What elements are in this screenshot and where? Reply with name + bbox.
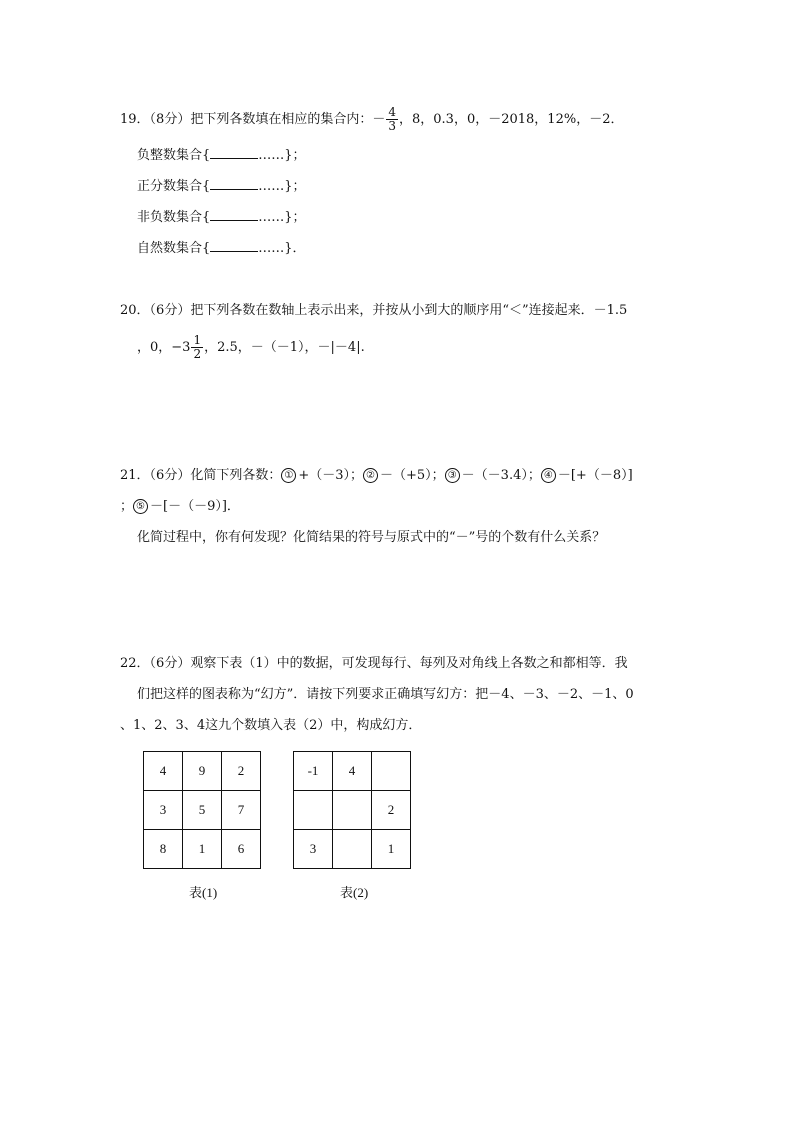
- question-20-line-1: 20．（6分）把下列各数在数轴上表示出来，并按从小到大的顺序用“＜”连接起来．－1.5: [120, 303, 628, 318]
- question-19-stem: [120, 106, 623, 133]
- answer-blank[interactable]: [210, 177, 258, 190]
- table2-cell[interactable]: [333, 830, 372, 869]
- table2-cell[interactable]: 1: [372, 830, 411, 869]
- table2-cell[interactable]: 3: [294, 830, 333, 869]
- table1-cell: 4: [144, 752, 183, 791]
- q19-instruction: 把下列各数填在相应的集合内：: [190, 112, 373, 127]
- table-2-caption: 表(2): [340, 885, 369, 900]
- circled-number-2: ②: [363, 468, 378, 483]
- q20-mixed-number-whole: −3: [171, 340, 191, 355]
- table2-cell[interactable]: [294, 791, 333, 830]
- q19-set-positive-fractions: 正分数集合{ ……}；: [137, 179, 306, 194]
- circled-number-5: ⑤: [133, 499, 148, 514]
- table1-cell: 8: [144, 830, 183, 869]
- table2-cell[interactable]: -1: [294, 752, 333, 791]
- question-20-line-2: ，0，−3 $\frac{1}{2}$ ，2.5，－（－1），－|－4|.: [137, 333, 365, 361]
- circled-number-3: ③: [445, 468, 460, 483]
- question-21-line-1: 21．（6分）化简下列各数： ① +（－3）； ② －（+5）； ③ －（－3.4）； ④ －[+（－8）]: [120, 468, 633, 483]
- q19-minus: －: [372, 112, 386, 127]
- q20-fraction: $\frac{1}{2}$: [193, 333, 202, 361]
- table2-cell[interactable]: [333, 791, 372, 830]
- table1-cell: 9: [183, 752, 222, 791]
- answer-blank[interactable]: [210, 239, 258, 252]
- question-21-line-3: 化简过程中，你有何发现？化简结果的符号与原式中的“－”号的个数有什么关系？: [137, 530, 606, 545]
- table1-cell: 1: [183, 830, 222, 869]
- circled-number-4: ④: [541, 468, 556, 483]
- q19-set-natural-numbers: 自然数集合{ ……}．: [137, 241, 306, 256]
- question-22-line-1: 22．（6分）观察下表（1）中的数据，可发现每行、每列及对角线上各数之和都相等．我: [120, 656, 628, 671]
- q19-set-non-negative: 非负数集合{ ……}；: [137, 210, 306, 225]
- answer-blank[interactable]: [210, 146, 258, 159]
- q19-fraction: $\frac{4}{3}$: [388, 105, 396, 133]
- table1-cell: 6: [222, 830, 261, 869]
- table1-cell: 2: [222, 752, 261, 791]
- question-22-line-3: 、1、2、3、4这九个数填入表（2）中，构成幻方．: [120, 718, 422, 733]
- q19-number-list: ，8，0.3，0，－2018，12%，－2．: [399, 112, 624, 127]
- magic-square-table-1: [143, 751, 261, 869]
- question-22-line-2: 们把这样的图表称为“幻方”．请按下列要求正确填写幻方：把－4、－3、－2、－1、0: [137, 687, 634, 702]
- table-1-caption: 表(1): [189, 885, 218, 900]
- table1-cell: 7: [222, 791, 261, 830]
- table2-cell[interactable]: 4: [333, 752, 372, 791]
- q19-number: 19．（8分）: [120, 112, 191, 127]
- magic-square-table-2: [293, 751, 411, 869]
- table2-cell[interactable]: [372, 752, 411, 791]
- question-21-line-2: ； ⑤ －[－（－9）]．: [120, 499, 240, 514]
- table2-cell[interactable]: 2: [372, 791, 411, 830]
- table1-cell: 3: [144, 791, 183, 830]
- q19-set-negative-integers: 负整数集合{ ……}；: [137, 148, 306, 163]
- circled-number-1: ①: [281, 468, 296, 483]
- answer-blank[interactable]: [210, 208, 258, 221]
- table1-cell: 5: [183, 791, 222, 830]
